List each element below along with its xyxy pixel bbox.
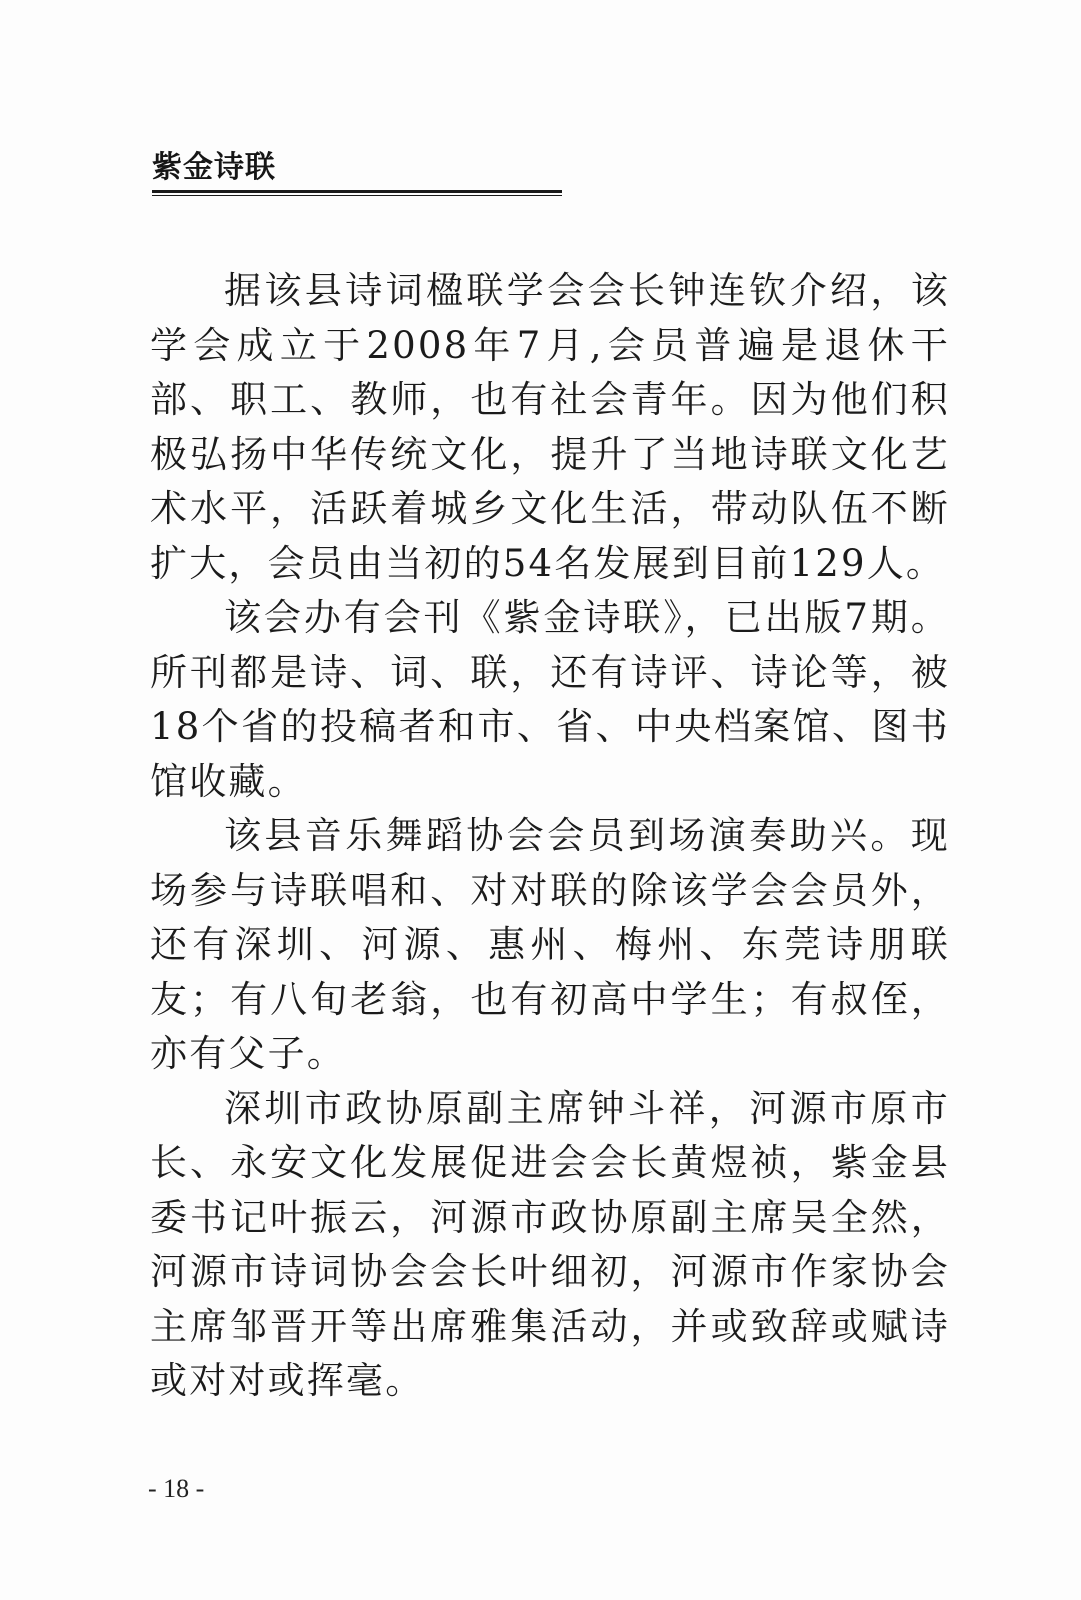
paragraph-3: 该县音乐舞蹈协会会员到场演奏助兴。现场参与诗联唱和、对对联的除该学会会员外，还有深圳、河源、惠州、梅州、东莞诗朋联友；有八旬老翁，也有初高中学生；有叔侄，亦有父子。 xyxy=(150,814,950,1075)
paragraph-4: 深圳市政协原副主席钟斗祥，河源市原市长、永安文化发展促进会会长黄煜祯，紫金县委书记叶振云，河源市政协原副主席吴全然，河源市诗词协会会长叶细初，河源市作家协会主席邹晋开等出席雅集活动，并或致辞或赋诗或对对或挥毫。 xyxy=(150,1086,950,1402)
running-header xyxy=(152,150,562,196)
paragraph-1: 据该县诗词楹联学会会长钟连钦介绍，该学会成立于2008年7月,会员普遍是退休干部、职工、教师，也有社会青年。因为他们积极弘扬中华传统文化，提升了当地诗联文化艺术水平，活跃着城乡文化生活，带动队伍不断扩大，会员由当初的54名发展到目前129人。 xyxy=(150,269,950,585)
page-number: - 18 - xyxy=(148,1474,205,1503)
header-rule-thin xyxy=(152,195,562,196)
paragraph-2: 该会办有会刊《紫金诗联》，已出版7期。所刊都是诗、词、联，还有诗评、诗论等，被18个省的投稿者和市、省、中央档案馆、图书馆收藏。 xyxy=(150,596,950,803)
article-body xyxy=(150,264,950,1409)
header-rule xyxy=(152,190,562,193)
section-title: 紫金诗联 xyxy=(152,150,276,185)
